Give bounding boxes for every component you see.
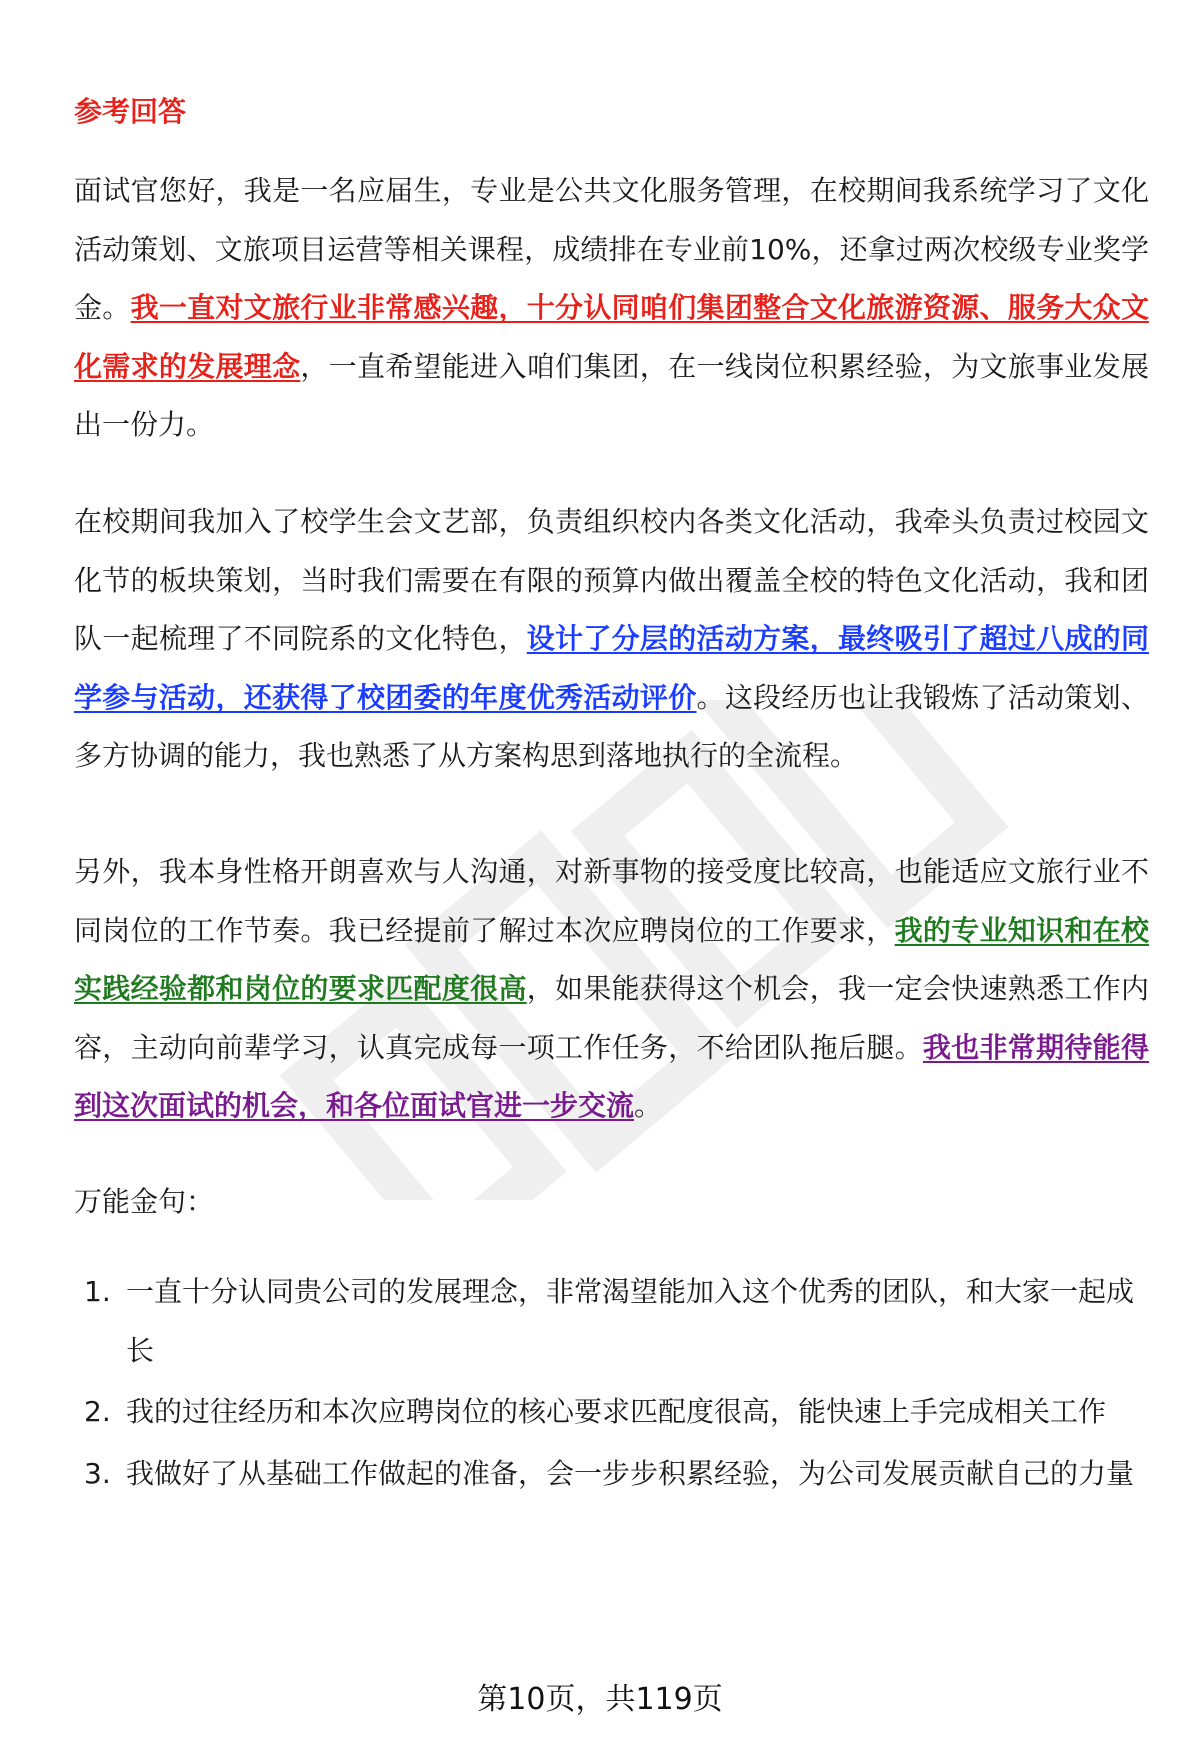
list-number: 1. — [84, 1275, 111, 1308]
paragraph-text: 。 — [634, 1089, 663, 1122]
list-item — [74, 1263, 1149, 1380]
paragraph-text: 在校期间我加入了校学生会文艺部，负责组织校内各类文化活动，我牵头负责过校园文化节的板块策划，当时我们需要在有限的预算内做出覆盖全校的特色文化活动，我和团队一起梳理了不同院系的文化特色， — [74, 505, 1149, 655]
list-item-text: 一直十分认同贵公司的发展理念，非常渴望能加入这个优秀的团队，和大家一起成长 — [126, 1275, 1135, 1367]
page-footer: 第10页，共119页 — [477, 1682, 723, 1717]
answer-paragraph-3 — [74, 843, 1149, 1136]
golden-sentences-list — [74, 1263, 1149, 1506]
answer-paragraph-1 — [74, 162, 1149, 455]
list-number: 2. — [84, 1395, 111, 1428]
highlight-green: 我的专业知识和在校实践经验都和岗位的要求匹配度很高 — [74, 913, 1149, 1005]
answer-paragraph-2 — [74, 493, 1149, 786]
paragraph-text: ，一直希望能进入咱们集团，在一线岗位积累经验，为文旅事业发展出一份力。 — [74, 349, 1149, 441]
paragraph-text: 另外，我本身性格开朗喜欢与人沟通，对新事物的接受度比较高，也能适应文旅行业不同岗位的工作节奏。我已经提前了解过本次应聘岗位的工作要求， — [74, 855, 1149, 947]
golden-sentences-label: 万能金句： — [74, 1185, 215, 1218]
list-item-text: 我的过往经历和本次应聘岗位的核心要求匹配度很高，能快速上手完成相关工作 — [126, 1395, 1107, 1428]
paragraph-text: 。这段经历也让我锻炼了活动策划、多方协调的能力，我也熟悉了从方案构思到落地执行的全流程。 — [74, 680, 1149, 772]
paragraph-text: 面试官您好，我是一名应届生，专业是公共文化服务管理，在校期间我系统学习了文化活动策划、文旅项目运营等相关课程，成绩排在专业前10%，还拿过两次校级专业奖学金。 — [74, 174, 1149, 324]
highlight-purple: 我也非常期待能得到这次面试的机会，和各位面试官进一步交流 — [74, 1030, 1149, 1122]
list-item — [74, 1383, 1149, 1442]
list-item-text: 我做好了从基础工作做起的准备，会一步步积累经验，为公司发展贡献自己的力量 — [126, 1456, 1135, 1490]
list-item — [74, 1445, 1149, 1504]
highlight-red: 我一直对文旅行业非常感兴趣，十分认同咱们集团整合文化旅游资源、服务大众文化需求的发展理念 — [74, 291, 1149, 383]
section-heading: 参考回答 — [74, 95, 187, 128]
paragraph-text: ，如果能获得这个机会，我一定会快速熟悉工作内容，主动向前辈学习，认真完成每一项工作任务，不给团队拖后腿。 — [74, 972, 1149, 1064]
highlight-blue: 设计了分层的活动方案，最终吸引了超过八成的同学参与活动，还获得了校团委的年度优秀活动评价 — [74, 622, 1149, 714]
list-number: 3. — [84, 1456, 111, 1490]
